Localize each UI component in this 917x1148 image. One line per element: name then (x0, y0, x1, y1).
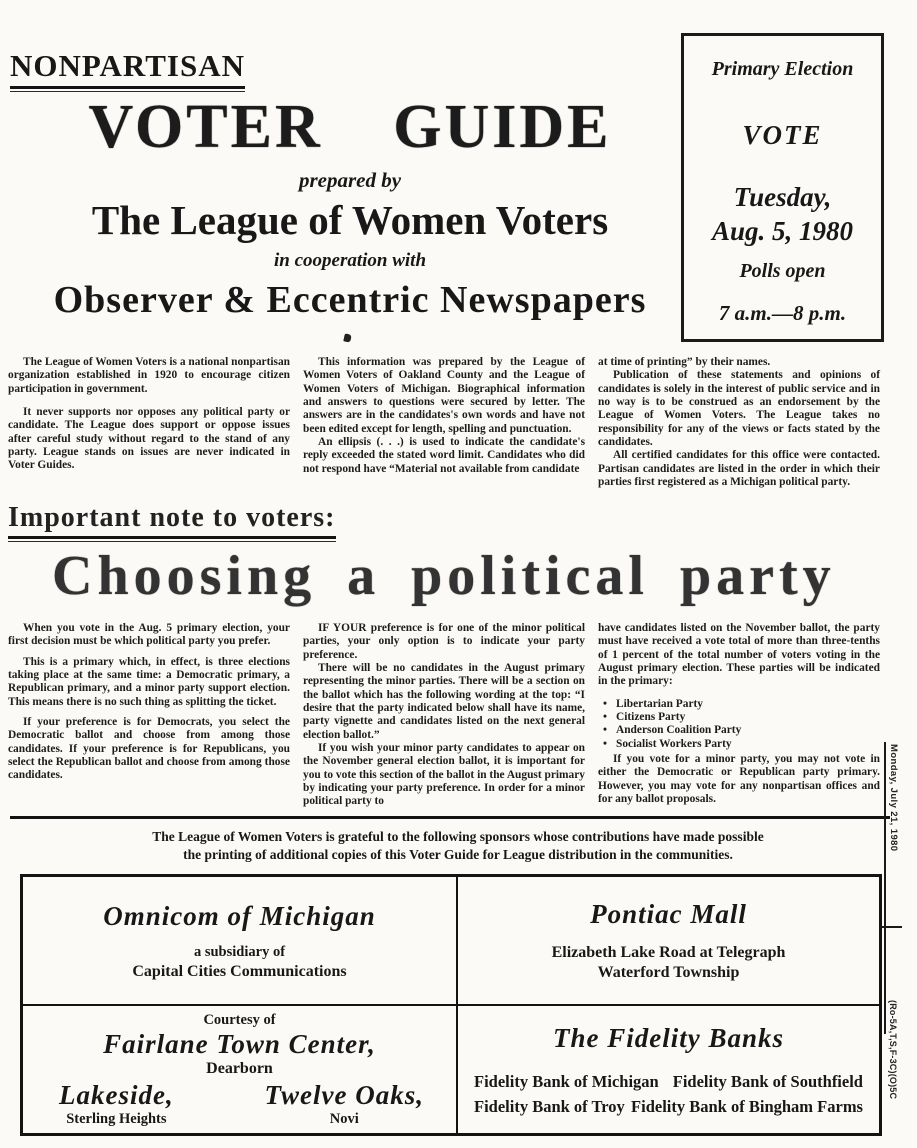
choosing-party-title: Choosing a political party (52, 545, 836, 607)
election-day: Tuesday, (733, 182, 832, 212)
note-column-3 (598, 622, 880, 809)
cooperation-line: in cooperation with (273, 250, 427, 271)
sponsor-name: The Fidelity Banks (552, 1022, 784, 1053)
minor-party-item: • Citizens Party (600, 711, 880, 724)
intro-columns (8, 356, 880, 489)
paragraph: at time of printing” by their names. (598, 356, 771, 368)
horizontal-rule (10, 816, 890, 819)
minor-party-item: • Anderson Coalition Party (600, 724, 880, 737)
sponsor-table (20, 874, 882, 1136)
paragraph: If you vote for a minor party, you may not vote in either the Democratic or Republican party primary. However, you may vote for any nonpartisan offices and for any ballot proposals. (598, 753, 880, 806)
paragraph: This information was prepared by the League of Women Voters of Oakland County and the League of Women Voters of Michigan. Biographical information and answers to questions were secured by letter. The answers are in the candidates's own words and have not been edited except for length, spelling and punctuation. (303, 356, 585, 435)
sponsor-name: Twelve Oaks, (264, 1079, 424, 1110)
sponsor-subline: Waterford Township (597, 964, 740, 981)
important-note-heading: Important note to voters: (8, 502, 336, 539)
sponsor-cell-pontiac (457, 876, 880, 1005)
sponsor-ack-line-1: The League of Women Voters is grateful to the following sponsors whose contributions have made possible (152, 829, 764, 844)
election-type: Primary Election (711, 58, 854, 80)
sponsor-name: Pontiac Mall (590, 899, 747, 929)
paragraph: If your preference is for Democrats, you select the Democratic ballot and choose from among those candidates. If your preference is for Republicans, you select the Republican ballot and choose from among those candidates. (8, 716, 290, 782)
intro-column-2 (303, 356, 585, 489)
minor-party-item: • Libertarian Party (600, 698, 880, 711)
bank-row (464, 1097, 873, 1117)
sponsor-cell-fidelity (457, 1005, 880, 1134)
sponsor-ack-line-2: the printing of additional copies of this Voter Guide for League distribution in the communities. (183, 847, 733, 863)
paragraph: There will be no candidates in the August primary representing the minor parties. There will be a section on the ballot which has the following wording at the top: “I desire that the party indicated below shall have its name, party vignette and candidates listed on the next general election ballot.” (303, 662, 585, 741)
sponsor-subline: a subsidiary of (193, 943, 286, 960)
sponsor-city: Sterling Heights (66, 1110, 167, 1127)
nonpartisan-kicker: NONPARTISAN (10, 48, 245, 89)
paragraph: All certified candidates for this office were contacted. Partisan candidates are listed in the order in which their parties first registered as a Michigan political party. (598, 449, 880, 489)
sponsor-city: Dearborn (206, 1059, 273, 1077)
paragraph: IF YOUR preference is for one of the minor political parties, your only option is to indicate your party preference. (303, 622, 585, 661)
paragraph: An ellipsis (. . .) is used to indicate the candidate's reply exceeded the stated word limit. Candidates who did not respond have “Material not available from candidate (303, 436, 585, 475)
sponsor-name: Omnicom of Michigan (103, 900, 376, 931)
sponsor-name: Lakeside, (59, 1079, 174, 1110)
prepared-by-line: prepared by (298, 168, 402, 192)
note-columns (8, 622, 880, 809)
intro-column-3 (598, 356, 880, 489)
sponsor-city: Novi (329, 1110, 359, 1127)
mall-row (29, 1078, 450, 1128)
sponsor-acknowledgment (58, 828, 858, 864)
bank-row (464, 1072, 873, 1092)
paragraph: It never supports nor opposes any political party or candidate. The League does support or oppose issues after careful study without regard to the stand of any party. League stands on issues are never indicated in Voter Guides. (8, 406, 290, 472)
league-name: The League of Women Voters (91, 197, 609, 243)
intro-column-1 (8, 356, 290, 489)
ink-smudge (343, 333, 352, 342)
paragraph: The League of Women Voters is a national nonpartisan organization established in 1920 to encourage citizen participation in government. (8, 356, 290, 395)
minor-party-list (600, 698, 880, 751)
paragraph: have candidates listed on the November ballot, the party must have received a vote total of more than three-tenths of 1 percent of the total number of voters voting in the August primary election. These parties will be indicated in the primary: (598, 622, 880, 688)
polls-open-label: Polls open (739, 260, 826, 282)
sponsor-name: Fairlane Town Center, (103, 1028, 376, 1059)
minor-party-item: • Socialist Workers Party (600, 738, 880, 751)
sponsor-subline: Elizabeth Lake Road at Telegraph (551, 944, 786, 961)
election-date: Aug. 5, 1980 (711, 216, 854, 246)
mall-twelve-oaks (265, 1080, 424, 1128)
paragraph: Publication of these statements and opinions of candidates is solely in the interest of public service and in no way is to be construed as an endorsement by the League of Women Voters. The League takes no responsibility for any of the views or facts stated by the candidates. (598, 369, 880, 449)
sponsor-cell-omnicom (22, 876, 457, 1005)
sponsor-cell-fairlane (22, 1005, 457, 1134)
bank-name: Fidelity Bank of Michigan (474, 1071, 659, 1091)
bank-name: Fidelity Bank of Bingham Farms (631, 1096, 863, 1116)
mall-lakeside (59, 1080, 174, 1128)
paragraph: This is a primary which, in effect, is three elections taking place at the same time: a Democratic primary, a Republican primary, and a minor party support election. This means there is no such thing as splitting the ticket. (8, 655, 290, 708)
courtesy-label: Courtesy of (203, 1011, 276, 1028)
margin-date: Monday, July 21, 1980 (888, 744, 899, 852)
bank-name: Fidelity Bank of Southfield (672, 1071, 863, 1091)
paragraph: When you vote in the Aug. 5 primary election, your first decision must be which political party you prefer. (8, 622, 290, 648)
election-info-box (681, 33, 884, 342)
polls-hours: 7 a.m.—8 p.m. (718, 301, 847, 325)
note-column-2 (303, 622, 585, 809)
page-title: VOTER GUIDE (88, 93, 612, 161)
margin-tick (880, 926, 902, 928)
sponsor-subline: Capital Cities Communications (132, 962, 347, 980)
margin-vertical-rule (884, 742, 886, 1034)
bank-name: Fidelity Bank of Troy (474, 1096, 625, 1116)
margin-press-code: (Ro-5A,T,S,F-3C)(O)5C (888, 1000, 898, 1100)
paragraph: If you wish your minor party candidates to appear on the November general election ballot, it is important for you to vote this section of the ballot in the August primary by indicating your party preference. In order for a minor political party to (303, 742, 585, 808)
newspapers-name: Observer & Eccentric Newspapers (53, 279, 647, 321)
note-column-1 (8, 622, 290, 809)
vote-label: VOTE (742, 120, 823, 150)
